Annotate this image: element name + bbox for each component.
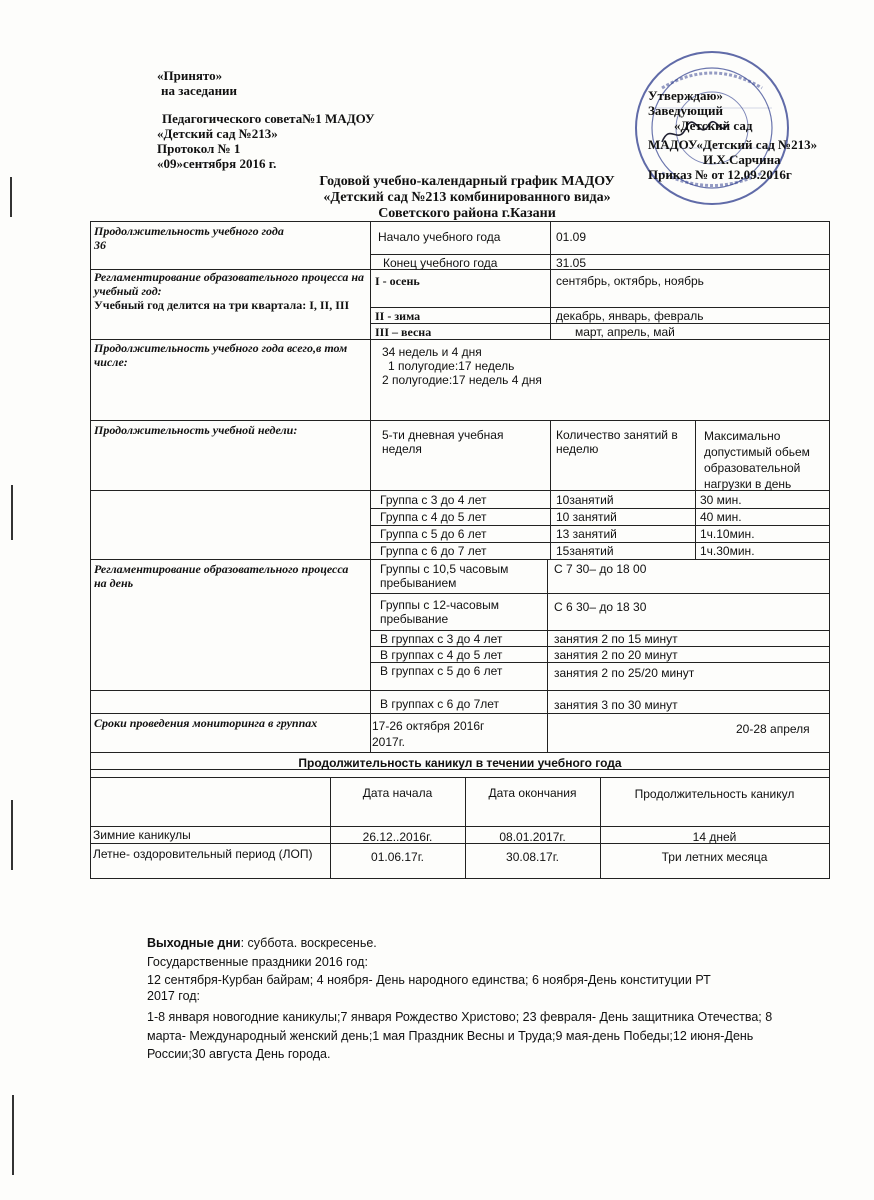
lessons-3-4: В группах с 3 до 4 лет	[380, 632, 503, 646]
monitoring-label: Сроки проведения мониторинга в группах	[94, 716, 318, 730]
vac-start-header: Дата начала	[362, 786, 433, 800]
meeting-label: на заседании	[161, 83, 238, 98]
head-label: Заведующий	[648, 103, 723, 118]
scan-mark	[11, 800, 13, 870]
week-duration-label: Продолжительность учебной недели:	[94, 423, 298, 437]
monitoring-autumn: 17-26 октября 2016г	[372, 719, 485, 733]
year-2017: 2017 год:	[147, 988, 201, 1003]
week-type: 5-ти дневная учебная неделя	[382, 428, 504, 456]
year-duration-label: Продолжительность учебного года 36	[94, 224, 284, 252]
winter-vacation-start: 26.12..2016г.	[362, 830, 433, 844]
footer	[147, 934, 827, 1064]
holidays-2016-title: Государственные праздники 2016 год:	[147, 954, 368, 969]
lessons-6-7-value: занятия 3 по 30 минут	[554, 698, 678, 712]
winter-vacation-duration: 14 дней	[692, 830, 737, 844]
council-label: Педагогического совета№1 МАДОУ	[162, 111, 375, 126]
header-left	[157, 68, 375, 171]
year-end-label: Конец учебного года	[383, 256, 498, 270]
lessons-3-4-value: занятия 2 по 15 минут	[554, 632, 678, 646]
group-5-6-max: 1ч.10мин.	[700, 527, 755, 541]
group-6-7-max: 1ч.30мин.	[700, 544, 755, 558]
summer-period-end: 30.08.17г.	[506, 850, 559, 864]
monitoring-spring: 20-28 апреля	[736, 722, 810, 736]
group-5-6: Группа с 5 до 6 лет	[380, 527, 487, 541]
group-6-7-count: 15занятий	[556, 544, 614, 558]
winter-vacation: Зимние каникулы	[93, 828, 191, 842]
monitoring-spring-year: 2017г.	[372, 735, 405, 749]
year-start-value: 01.09	[556, 230, 587, 244]
lessons-5-6-value: занятия 2 по 25/20 минут	[554, 666, 695, 680]
accepted-label: «Принято»	[157, 68, 223, 83]
madou-label: МАДОУ«Детский сад №213»	[648, 137, 818, 152]
summer-period: Летне- оздоровительный период (ЛОП)	[93, 847, 313, 861]
vac-duration-header: Продолжительность каникул	[634, 787, 795, 801]
group-4-5-max: 40 мин.	[700, 510, 742, 524]
daily-schedule-label: Регламентирование образовательного процесса на день	[94, 562, 349, 590]
group-4-5: Группа с 4 до 5 лет	[380, 510, 487, 524]
quarter-2: II - зима	[375, 309, 421, 323]
vacations-title: Продолжительность каникул в течении учебного года	[298, 756, 622, 770]
group-6-7: Группа с 6 до 7 лет	[380, 544, 487, 558]
group-4-5-count: 10 занятий	[556, 510, 617, 524]
stay-12: Группы с 12-часовым пребывание	[380, 598, 499, 626]
document-title: Годовой учебно-календарный график МАДОУ «Детский сад №213 комбинированного вида» Советского района г.Казани	[319, 174, 615, 221]
vac-end-header: Дата окончания	[488, 786, 577, 800]
lessons-4-5: В группах с 4 до 5 лет	[380, 648, 503, 662]
stay-10-5-hours: С 7 30– до 18 00	[554, 562, 647, 576]
summer-period-start: 01.06.17г.	[371, 850, 424, 864]
lessons-4-5-value: занятия 2 по 20 минут	[554, 648, 678, 662]
approve-label: Утверждаю»	[648, 88, 723, 103]
quarter-1: I - осень	[375, 274, 420, 288]
lessons-5-6: В группах с 5 до 6 лет	[380, 664, 503, 678]
group-3-4-count: 10занятий	[556, 493, 614, 507]
group-5-6-count: 13 занятий	[556, 527, 617, 541]
director-name: И.Х.Сарчина	[703, 152, 781, 167]
lessons-per-week-header: Количество занятий в неделю	[556, 428, 678, 456]
total-duration-value: 34 недель и 4 дня 1 полугодие:17 недель 2 полугодие:17 недель 4 дня	[382, 345, 542, 387]
group-3-4: Группа с 3 до 4 лет	[380, 493, 487, 507]
group-3-4-max: 30 мин.	[700, 493, 742, 507]
max-load-header: Максимально допустимый обьем образовательной нагрузки в день	[704, 429, 810, 491]
year-start-label: Начало учебного года	[378, 230, 501, 244]
date-label: «09»сентября 2016 г.	[157, 156, 277, 171]
kindergarten-label: «Детский сад №213»	[157, 126, 278, 141]
protocol-label: Протокол № 1	[157, 141, 241, 156]
quarter-3-months: март, апрель, май	[575, 325, 675, 339]
kindergarten-right-label: «Детский сад	[674, 118, 753, 133]
holidays-2017: 1-8 января новогодние каникулы;7 января Рождество Христово; 23 февраля- День защитника Отечества; 8 марта- Международный женский день;1 мая Праздник Весны и Труда;9 мая-день Победы;12 июня-День России;30 августа День города.	[147, 1010, 773, 1061]
stay-12-hours: С 6 30– до 18 30	[554, 600, 647, 614]
scan-mark	[11, 485, 13, 540]
lessons-6-7: В группах с 6 до 7лет	[380, 697, 500, 711]
quarter-3: III – весна	[375, 325, 432, 339]
total-duration-label: Продолжительность учебного года всего,в том числе:	[94, 341, 348, 369]
summer-period-duration: Три летних месяца	[661, 850, 768, 864]
holidays-2016: 12 сентября-Курбан байрам; 4 ноября- День народного единства; 6 ноября-День конституции РТ	[147, 973, 711, 987]
quarter-1-months: сентябрь, октябрь, ноябрь	[556, 274, 704, 288]
scan-mark	[12, 1095, 14, 1175]
stay-10-5: Группы с 10,5 часовым пребыванием	[380, 562, 509, 590]
days-off: Выходные дни: суббота. воскресенье.	[147, 936, 377, 950]
order-label: Приказ № от 12.09.2016г	[648, 167, 792, 182]
header-right	[648, 88, 817, 182]
quarter-2-months: декабрь, январь, февраль	[556, 309, 704, 323]
year-end-value: 31.05	[556, 256, 587, 270]
quarters-label: Регламентирование образовательного процесса на учебный год: Учебный год делится на три квартала: I, II, III	[94, 270, 365, 312]
winter-vacation-end: 08.01.2017г.	[499, 830, 566, 844]
